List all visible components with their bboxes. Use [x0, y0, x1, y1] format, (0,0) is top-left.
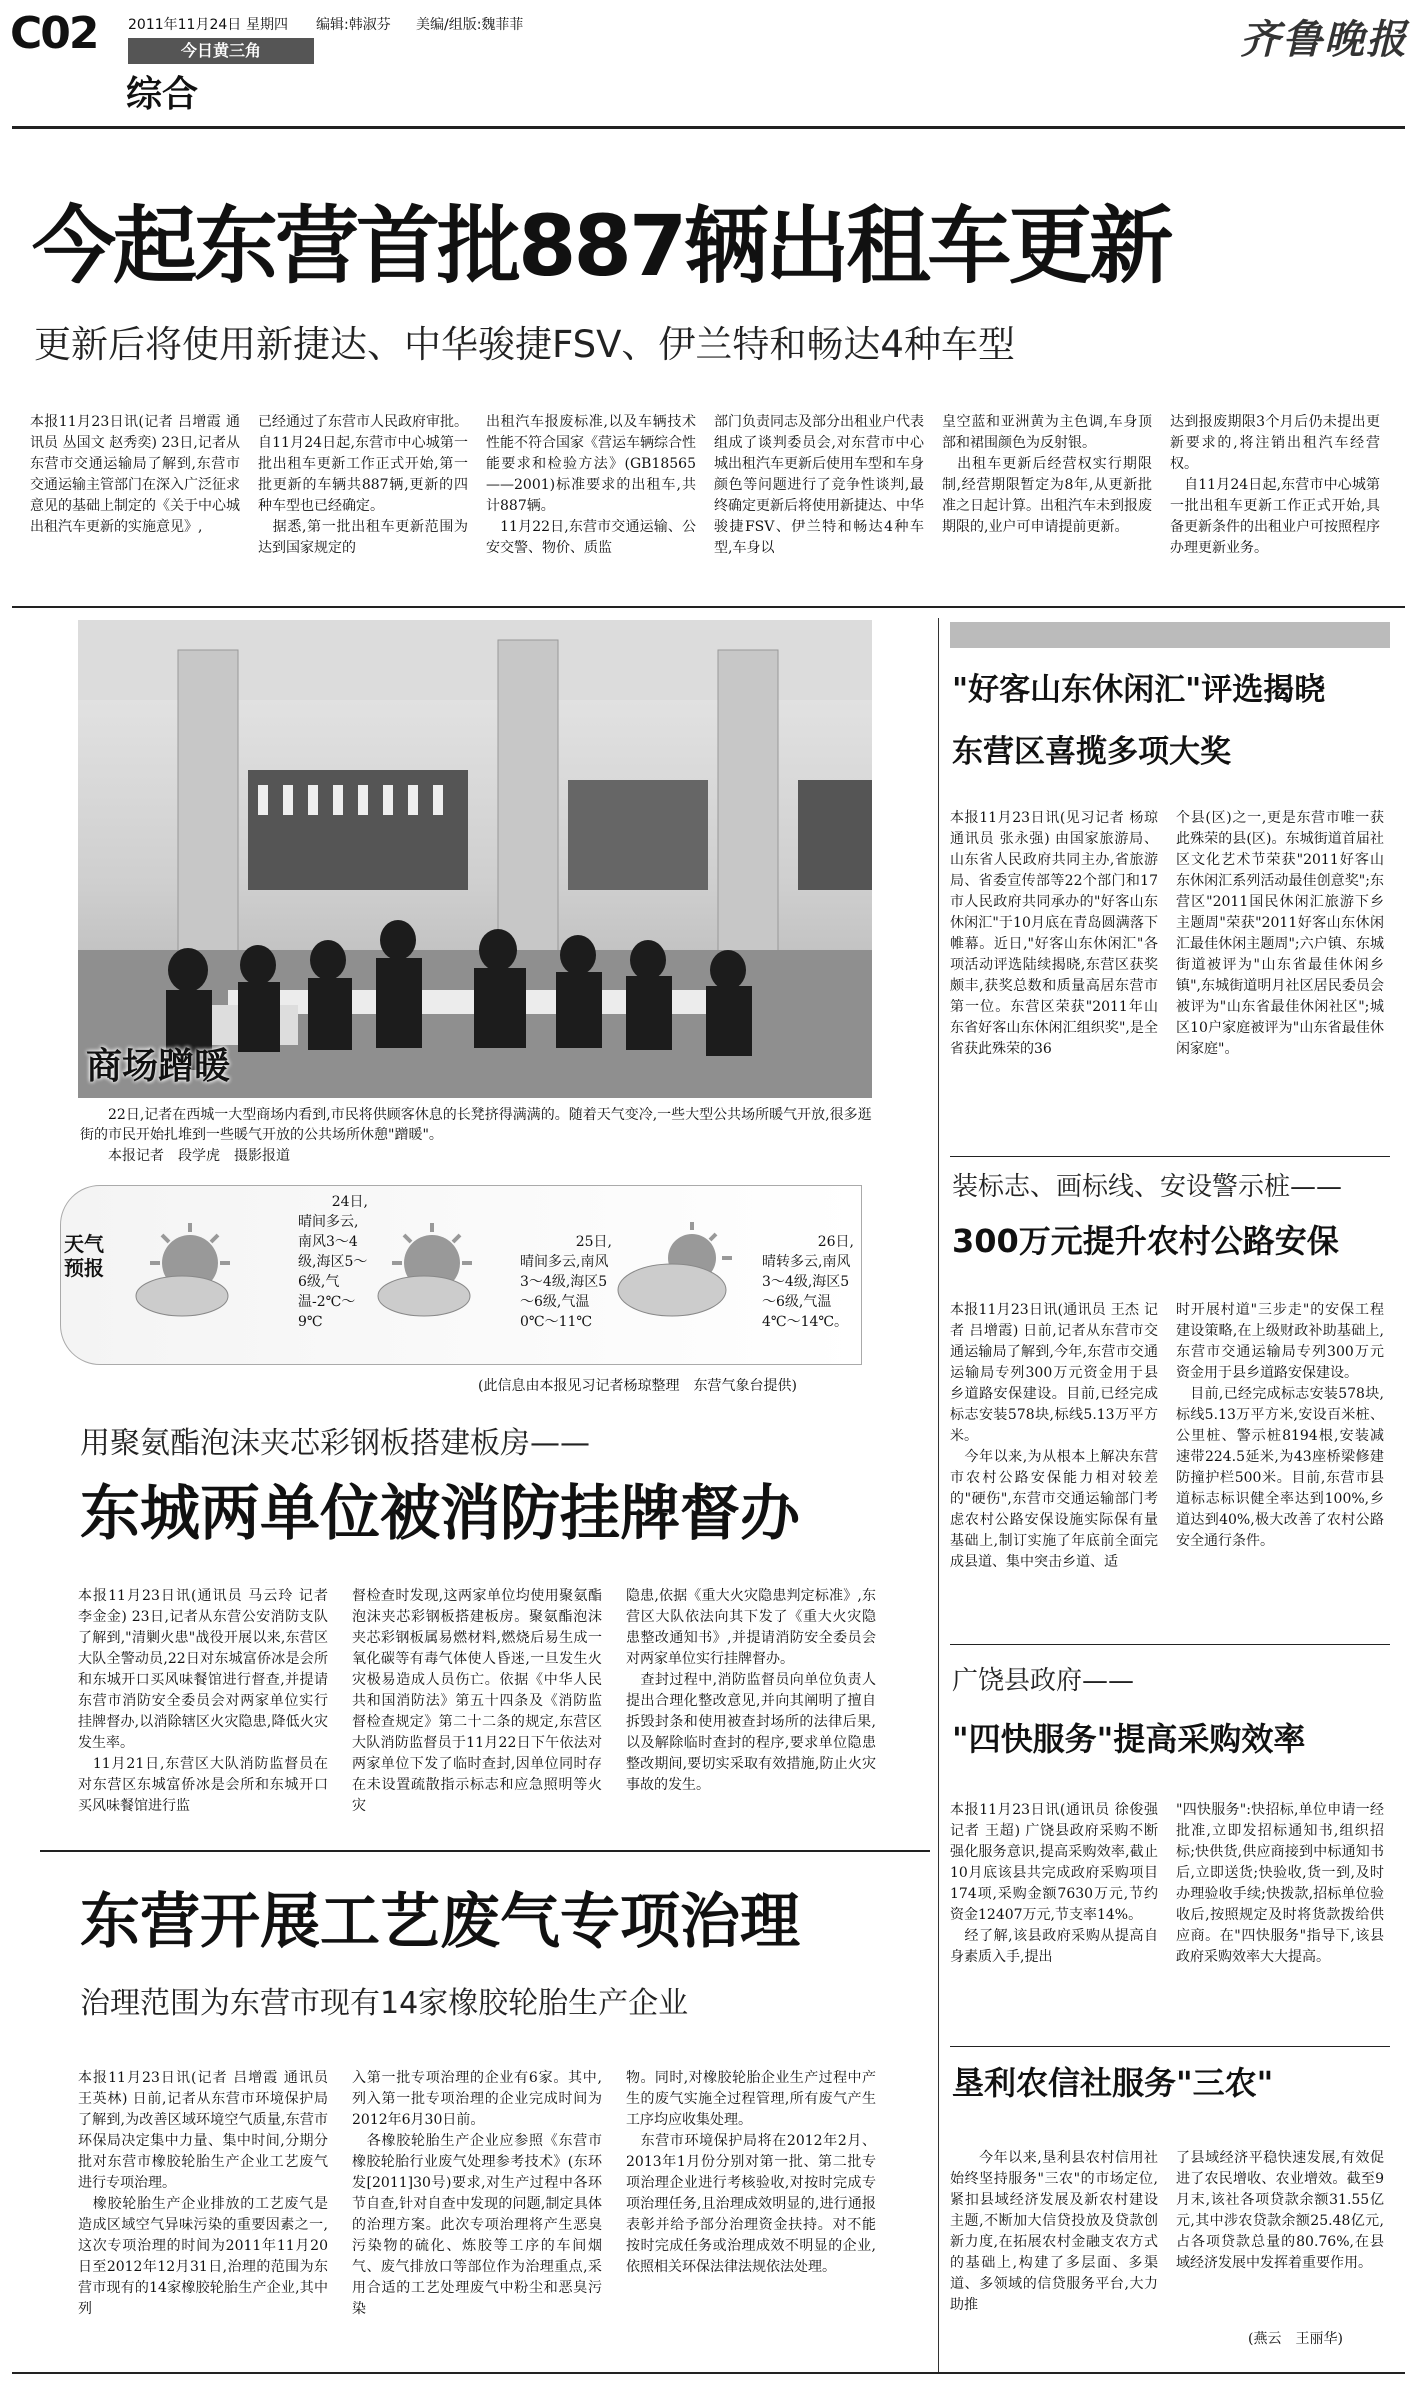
art-credit: 美编/组版:魏菲菲 [416, 17, 524, 33]
tourism-column-2: 个县(区)之一,更是东营市唯一获此殊荣的县(区)。东城街道首届社区文化艺术节荣获"2011好客山东休闲汇系列活动最佳创意奖";东营区"2011国民休闲汇旅游下乡主题周"荣获"2011好客山东休闲汇最佳休闲主题周";六户镇、东城街道被评为"山东省最佳休闲乡镇",东城街道明月社区居民委员会被评为"山东省最佳休闲社区";城区10户家庭被评为"山东省最佳休闲家庭"。 [1176, 810, 1384, 1057]
fire-column-1: 本报11月23日讯(通讯员 马云玲 记者 李金金) 23日,记者从东营公安消防支队了解到,"清剿火患"战役开展以来,东营区大队全警动员,22日对东城富侨冰是会所和东城开口买风味餐馆进行督查,并提请东营市消防安全委员会对两家单位实行挂牌督办,以消除辖区火灾隐患,降低火灾发生率。 11月21日,东营区大队消防监督员在对东营区东城富侨冰是会所和东城开口买风味餐馆进行监 [78, 1588, 328, 1814]
weather-note: (此信息由本报见习记者杨琼整理 东营气象台提供) [478, 1378, 797, 1394]
photo-overlay-title: 商场蹭暖 [86, 1046, 231, 1087]
gas-column-2: 入第一批专项治理的企业有6家。其中,列入第一批专项治理的企业完成时间为2012年6月30日前。 各橡胶轮胎生产企业应参照《东营市橡胶轮胎行业废气处理参考技术》(东环发[2011]30号)要求,对生产过程中各环节自查,针对自查中发现的问题,制定具体的治理方案。此次专项治理将产生恶臭污染物的硫化、炼胶等工序的车间烟气、废气排放口等部位作为治理重点,采用合适的工艺处理废气中粉尘和恶臭污染 [352, 2070, 602, 2317]
road-column-2: 时开展村道"三步走"的安保工程建设策略,在上级财政补助基础上,东营市交通运输局专列300万元资金用于县乡道路安保建设。 目前,已经完成标志安装578块,标线5.13万平方米,安设百米桩、公里桩、警示桩8194根,安装减速带224.5延米,为43座桥梁修建防撞护栏500米。目前,东营市县道标志标识健全率达到100%,乡道达到40%,极大改善了农村公路安全通行条件。 [1176, 1302, 1384, 1549]
tourism-column-1: 本报11月23日讯(见习记者 杨琼 通讯员 张永强) 由国家旅游局、山东省人民政府共同主办,省旅游局、省委宣传部等22个部门和17市人民政府共同承办的"好客山东休闲汇"于10月底在青岛圆满落下帷幕。近日,"好客山东休闲汇"各项活动评选陆续揭晓,东营区获奖颇丰,获奖总数和质量高居东营市第一位。东营区荣获"2011年山东省好客山东休闲汇组织奖",是全省获此殊荣的36 [950, 810, 1163, 1057]
weather-day2-date: 25日, [575, 1234, 612, 1250]
column-divider [938, 618, 939, 2373]
credit-column-2: 了县域经济平稳快速发展,有效促进了农民增收、农业增效。截至9月末,该社各项贷款余额31.55亿元,其中涉农贷款余额25.48亿元,占各项贷款总量的80.76%,在县域经济发展中发挥着重要作用。 [1176, 2150, 1384, 2271]
fire-column-3: 隐患,依据《重大火灾隐患判定标准》,东营区大队依法向其下发了《重大火灾隐患整改通知书》,并提请消防安全委员会对两家单位实行挂牌督办。 查封过程中,消防监督员向单位负责人提出合理化整改意见,并向其阐明了擅自拆毁封条和使用被查封场所的法律后果,以及解除临时查封的程序,要求单位隐患整改期间,要切实采取有效措施,防止火灾事故的发生。 [626, 1588, 876, 1793]
footer-rule [12, 2372, 1405, 2374]
lead-column-6: 达到报废期限3个月后仍未提出更新要求的,将注销出租汽车经营权。 自11月24日起,东营市中心城第一批出租车更新工作正式开始,具备更新条件的出租业户可按照程序办理更新业务。 [1170, 414, 1380, 556]
tourism-rule [950, 1156, 1390, 1157]
lead-column-4: 部门负责同志及部分出租业户代表组成了谈判委员会,对东营市中心城出租汽车更新后使用车型和车身颜色等问题进行了竞争性谈判,最终确定更新后将使用新捷达、中华骏捷FSV、伊兰特和畅达4种车型,车身以 [714, 414, 924, 556]
editor-credit: 编辑:韩淑芬 [316, 17, 391, 33]
guangrao-column-2: "四快服务":快招标,单位申请一经批准,立即发招标通知书,组织招标;快供货,供应商接到中标通知书后,立即送货;快验收,货一到,及时办理验收手续;快拨款,招标单位验收后,按照规定及时将货款拨给供应商。在"四快服务"指导下,该县政府采购效率大大提高。 [1176, 1802, 1384, 1965]
weather-icon-day3 [612, 1218, 762, 1328]
lead-subtitle: 更新后将使用新捷达、中华骏捷FSV、伊兰特和畅达4种车型 [34, 323, 1015, 366]
guangrao-kicker: 广饶县政府—— [952, 1666, 1135, 1696]
guangrao-rule [950, 2046, 1390, 2047]
weather-day1-date: 24日, [331, 1194, 368, 1210]
fire-headline: 东城两单位被消防挂牌督办 [80, 1479, 800, 1549]
guangrao-headline: "四快服务"提高采购效率 [952, 1720, 1306, 1758]
lead-column-5: 皇空蓝和亚洲黄为主色调,车身顶部和裙围颜色为反射银。 出租车更新后经营权实行期限制,经营期限暂定为8年,从更新批准之日起计算。出租汽车未到报废期限的,业户可申请提前更新。 [942, 414, 1152, 535]
section-name: 综合 [126, 74, 199, 115]
weather-day2-text: 晴间多云,南风3～4级,海区5～6级,气温0℃～11℃ [520, 1254, 609, 1330]
header-rule [12, 126, 1405, 129]
weather-label-text: 天气预报 [64, 1232, 104, 1280]
lead-column-2: 已经通过了东营市人民政府审批。自11月24日起,东营市中心城第一批出租车更新工作正式开始,第一批更新的车辆共887辆,更新的四种车型也已经确定。 据悉,第一批出租车更新范围为达到国家规定的 [258, 414, 468, 556]
tourism-bar [950, 622, 1390, 648]
weather-day3-date: 26日, [817, 1234, 854, 1250]
road-column-1: 本报11月23日讯(通讯员 王杰 记者 吕增霞) 日前,记者从东营市交通运输局了解到,今年,东营市交通运输局专列300万元资金用于县乡道路安保建设。目前,已经完成标志安装578块,标线5.13万平方米。 今年以来,为从根本上解决东营市农村公路安保能力相对较差的"硬伤",东营市交通运输部门考虑农村公路安保设施实际保有量基础上,制订实施了年底前全面完成县道、集中突击乡道、适 [950, 1302, 1158, 1570]
lead-column-1: 本报11月23日讯(记者 吕增霞 通讯员 丛国文 赵秀奕) 23日,记者从东营市交通运输局了解到,东营市交通运输主管部门在深入广泛征求意见的基础上制定的《关于中心城出租汽车更新的实施意见》, [30, 414, 240, 535]
mall-photo [78, 620, 872, 1098]
fire-kicker: 用聚氨酯泡沫夹芯彩钢板搭建板房—— [80, 1426, 590, 1461]
mall-photo-scene [78, 620, 872, 1098]
road-kicker: 装标志、画标线、安设警示桩—— [952, 1172, 1343, 1202]
photo-caption: 22日,记者在西城一大型商场内看到,市民将供顾客休息的长凳挤得满满的。随着天气变冷,一些大型公共场所暖气开放,很多逛街的市民开始扎堆到一些暖气开放的公共场所休憩"蹭暖"。 [80, 1107, 872, 1143]
road-rule [950, 1644, 1390, 1645]
photo-credit: 本报记者 段学虎 摄影报道 [80, 1148, 290, 1164]
issue-date: 2011年11月24日 [128, 17, 242, 33]
masthead-logo: 齐鲁晚报 [1240, 16, 1408, 63]
weather-day1-text: 晴间多云,南风3～4级,海区5～6级,气温-2℃～9℃ [298, 1214, 368, 1330]
weather-day1 [298, 1192, 368, 1332]
road-headline: 300万元提升农村公路安保 [952, 1222, 1339, 1260]
tourism-headline-1: "好客山东休闲汇"评选揭晓 [952, 672, 1326, 708]
credit-byline: (燕云 王丽华) [1248, 2331, 1343, 2347]
tourism-headline-2: 东营区喜揽多项大奖 [952, 734, 1231, 770]
gas-column-1: 本报11月23日讯(记者 吕增霞 通讯员 王英林) 日前,记者从东营市环境保护局了解到,为改善区域环境空气质量,东营市环保局决定集中力量、集中时间,分期分批对东营市橡胶轮胎生产企业工艺废气进行专项治理。 橡胶轮胎生产企业排放的工艺废气是造成区域空气异味污染的重要因素之一,这次专项治理的时间为2011年11月20日至2012年12月31日,治理的范围为东营市现有的14家橡胶轮胎生产企业,其中列 [78, 2070, 328, 2317]
guangrao-column-1: 本报11月23日讯(通讯员 徐俊强 记者 王超) 广饶县政府采购不断强化服务意识,提高采购效率,截止10月底该县共完成政府采购项目174项,采购金额7630万元,节约资金12407万元,节支率14%。 经了解,该县政府采购从提高自身素质入手,提出 [950, 1802, 1158, 1965]
lead-rule [12, 606, 1405, 608]
weather-icon-day1 [120, 1218, 270, 1328]
weather-icon-day2 [362, 1218, 512, 1328]
section-tag-label: 今日黄三角 [180, 41, 261, 60]
fire-rule [40, 1850, 930, 1852]
fire-column-2: 督检查时发现,这两家单位均使用聚氨酯泡沫夹芯彩钢板搭建板房。聚氨酯泡沫夹芯彩钢板属易燃材料,燃烧后易生成一氧化碳等有毒气体使人昏迷,一旦发生火灾极易造成人员伤亡。依据《中华人民共和国消防法》第五十四条及《消防监督检查规定》第二十二条的规定,东营区大队消防监督员于11月22日下午依法对两家单位下发了临时查封,因单位同时存在未设置疏散指示标志和应急照明等火灾 [352, 1588, 602, 1814]
section-tag [128, 38, 314, 64]
weather-day3 [762, 1232, 854, 1332]
issue-weekday: 星期四 [246, 17, 288, 33]
credit-column-1: 今年以来,垦利县农村信用社始终坚持服务"三农"的市场定位,紧扣县域经济发展及新农村建设主题,不断加大信贷投放及贷款创新力度,在拓展农村金融支农方式的基础上,构建了多层面、多渠道、多领域的信贷服务平台,大力助推 [950, 2150, 1158, 2313]
gas-subtitle: 治理范围为东营市现有14家橡胶轮胎生产企业 [80, 1986, 689, 2021]
weather-day3-text: 晴转多云,南风3～4级,海区5～6级,气温4℃～14℃。 [762, 1254, 851, 1330]
gas-column-3: 物。同时,对橡胶轮胎企业生产过程中产生的废气实施全过程管理,所有废气产生工序均应收集处理。 东营市环境保护局将在2012年2月、2013年1月份分别对第一批、第二批专项治理企业进行考核验收,对按时完成专项治理任务,且治理成效明显的,进行通报表彰并给予部分治理资金扶持。对不能按时完成任务或治理成效不明显的企业,依照相关环保法律法规依法处理。 [626, 2070, 876, 2275]
weather-day2 [520, 1232, 612, 1332]
page-code: C02 [10, 8, 98, 59]
lead-column-3: 出租汽车报废标准,以及车辆技术性能不符合国家《营运车辆综合性能要求和检验方法》(GB18565——2001)标准要求的出租车,共计887辆。 11月22日,东营市交通运输、公安交警、物价、质监 [486, 414, 696, 556]
credit-headline: 垦利农信社服务"三农" [952, 2064, 1274, 2102]
lead-headline: 今起东营首批887辆出租车更新 [32, 197, 1171, 295]
weather-label [64, 1232, 104, 1322]
gas-headline: 东营开展工艺废气专项治理 [80, 1887, 800, 1957]
